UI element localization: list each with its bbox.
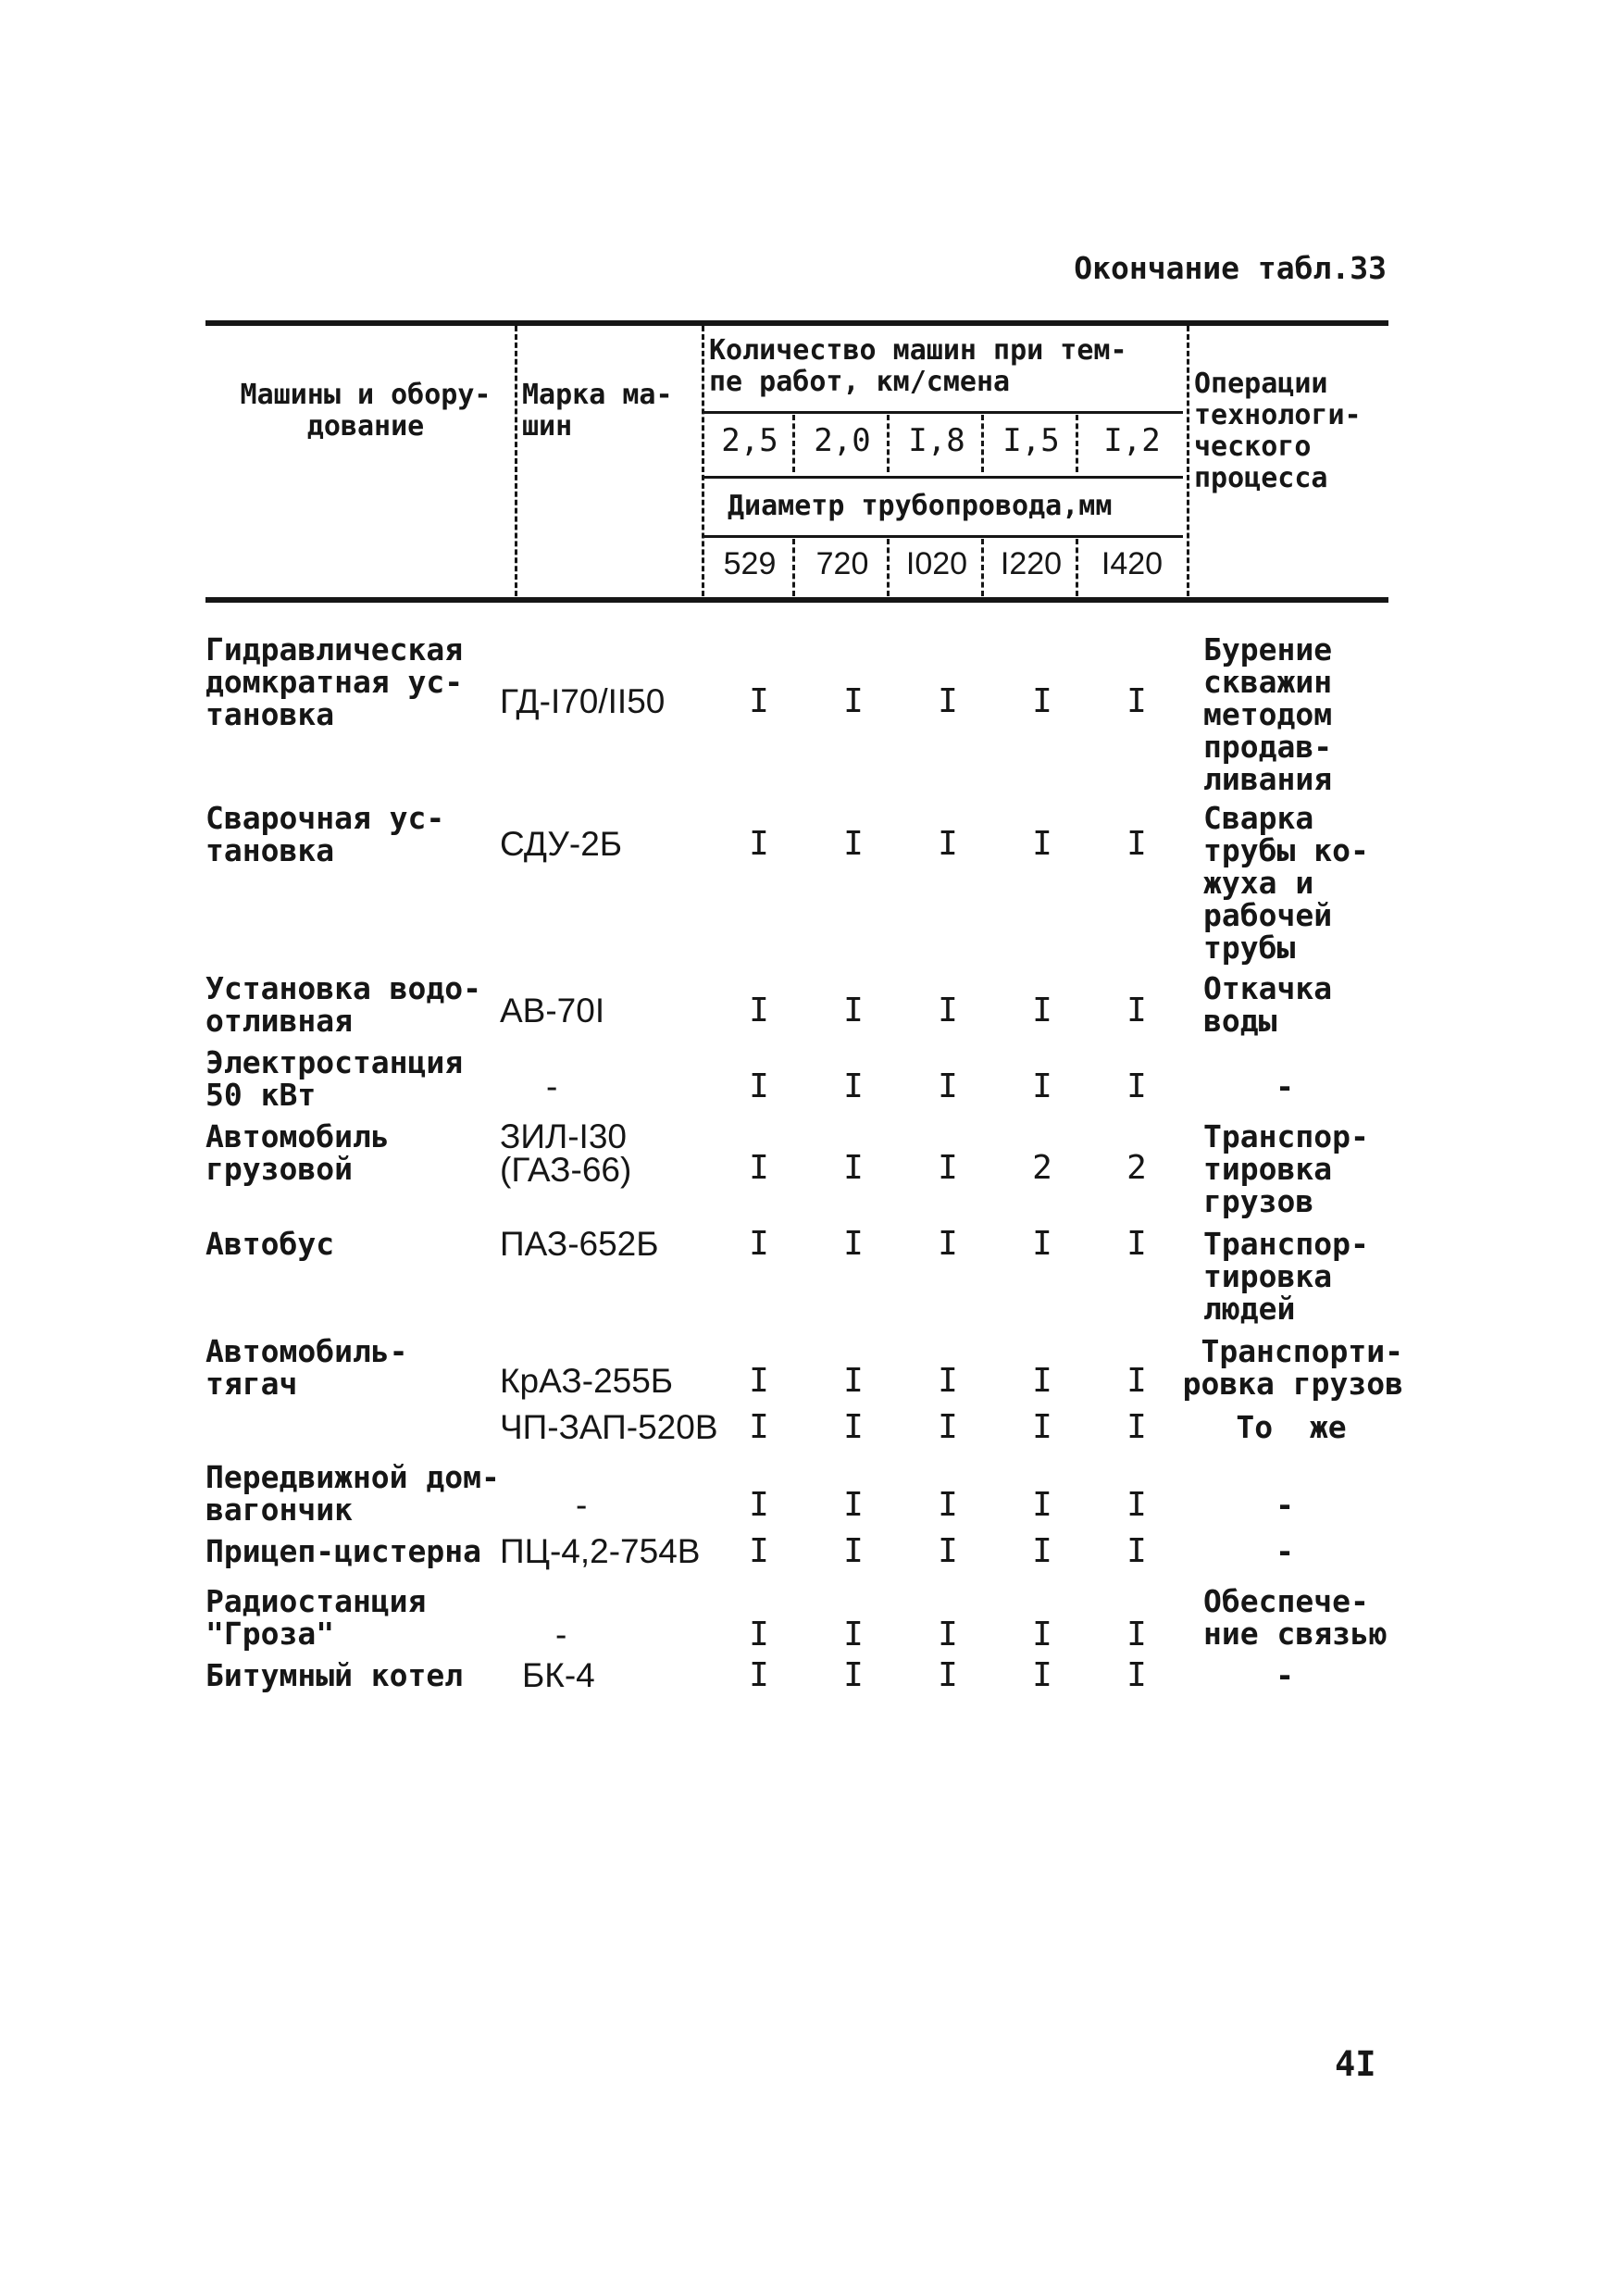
quantity-cell: I bbox=[938, 992, 958, 1029]
quantity-cell: I bbox=[938, 1616, 958, 1653]
header-machines: Машины и обору- дование bbox=[240, 379, 492, 443]
diameter-value: I020 bbox=[905, 546, 968, 581]
operation-text: То же bbox=[1236, 1409, 1347, 1445]
quantity-cell: 2 bbox=[1032, 1149, 1052, 1187]
quantity-cell: I bbox=[749, 1486, 769, 1524]
quantity-cell: I bbox=[843, 1656, 864, 1694]
machine-brand: ГД-I70/II50 bbox=[500, 682, 666, 720]
header-quantity: Количество машин при тем- пе работ, км/смена bbox=[709, 334, 1127, 398]
pace-value: I,8 bbox=[908, 422, 965, 459]
header-operations: Операции технологи- ческого процесса bbox=[1194, 368, 1362, 494]
quantity-cell: I bbox=[843, 1486, 864, 1524]
operation-text: Откачка воды bbox=[1203, 970, 1333, 1039]
quantity-cell: I bbox=[938, 682, 958, 720]
diameter-rule-bottom bbox=[702, 535, 1183, 538]
header-divider bbox=[1076, 415, 1078, 472]
pace-value: I,2 bbox=[1103, 422, 1161, 459]
header-divider bbox=[702, 326, 704, 596]
quantity-cell: I bbox=[749, 1225, 769, 1263]
pace-rule bbox=[702, 411, 1183, 414]
header-divider bbox=[981, 539, 984, 596]
header-divider bbox=[981, 415, 984, 472]
quantity-cell: I bbox=[843, 825, 864, 863]
quantity-cell: I bbox=[843, 1362, 864, 1400]
quantity-cell: I bbox=[938, 825, 958, 863]
machine-brand: ЧП-ЗАП-520В bbox=[500, 1408, 718, 1446]
quantity-cell: I bbox=[1032, 1225, 1052, 1263]
machine-name: Прицеп-цистерна bbox=[205, 1533, 482, 1569]
quantity-cell: I bbox=[843, 682, 864, 720]
machine-name: Битумный котел bbox=[205, 1657, 464, 1693]
quantity-cell: I bbox=[1126, 1532, 1147, 1570]
quantity-cell: I bbox=[1126, 682, 1147, 720]
machine-brand: - bbox=[546, 1067, 558, 1105]
machine-brand: АВ-70I bbox=[500, 992, 605, 1029]
machine-name: Автомобиль- тягач bbox=[205, 1333, 408, 1402]
quantity-cell: I bbox=[1032, 1486, 1052, 1524]
quantity-cell: I bbox=[1032, 1616, 1052, 1653]
quantity-cell: I bbox=[1032, 1656, 1052, 1694]
machine-brand: СДУ-2Б bbox=[500, 825, 623, 863]
quantity-cell: I bbox=[938, 1486, 958, 1524]
header-divider bbox=[515, 326, 517, 596]
machine-brand: ЗИЛ-I30 (ГАЗ-66) bbox=[500, 1117, 632, 1189]
quantity-cell: I bbox=[1126, 1362, 1147, 1400]
quantity-cell: I bbox=[843, 1532, 864, 1570]
operation-text: Сварка трубы ко- жуха и рабочей трубы bbox=[1203, 800, 1369, 966]
machine-name: Передвижной дом- вагончик bbox=[205, 1459, 500, 1528]
header-divider bbox=[887, 539, 890, 596]
quantity-cell: I bbox=[938, 1067, 958, 1105]
machine-brand: - bbox=[576, 1486, 588, 1524]
operation-text: Обеспече- ние связью bbox=[1203, 1583, 1388, 1652]
table-caption: Окончание табл.33 bbox=[1074, 250, 1387, 286]
header-divider bbox=[792, 539, 795, 596]
quantity-cell: I bbox=[749, 1408, 769, 1446]
machine-name: Установка водо- отливная bbox=[205, 970, 482, 1039]
quantity-cell: I bbox=[1032, 1067, 1052, 1105]
quantity-cell: I bbox=[938, 1532, 958, 1570]
header-divider bbox=[792, 415, 795, 472]
pace-value: I,5 bbox=[1002, 422, 1060, 459]
machine-brand: - bbox=[555, 1616, 567, 1653]
operation-text: - bbox=[1276, 1487, 1294, 1523]
quantity-cell: I bbox=[938, 1225, 958, 1263]
page-number: 4I bbox=[1335, 2044, 1376, 2084]
machine-name: Автомобиль грузовой bbox=[205, 1118, 390, 1187]
quantity-cell: I bbox=[1126, 825, 1147, 863]
quantity-cell: I bbox=[749, 682, 769, 720]
header-brand: Марка ма- шин bbox=[522, 379, 673, 443]
machine-brand: ПАЗ-652Б bbox=[500, 1225, 659, 1263]
header-bottom-rule bbox=[205, 597, 1388, 603]
diameter-rule-top bbox=[702, 476, 1183, 479]
quantity-cell: I bbox=[843, 1149, 864, 1187]
quantity-cell: I bbox=[843, 1067, 864, 1105]
pace-value: 2,0 bbox=[814, 422, 871, 459]
quantity-cell: I bbox=[843, 1408, 864, 1446]
header-divider bbox=[887, 415, 890, 472]
machine-brand: БК-4 bbox=[522, 1656, 595, 1694]
quantity-cell: I bbox=[1032, 825, 1052, 863]
machine-brand: КрАЗ-255Б bbox=[500, 1362, 674, 1400]
quantity-cell: I bbox=[1126, 1225, 1147, 1263]
operation-text: - bbox=[1276, 1657, 1294, 1693]
quantity-cell: I bbox=[749, 1616, 769, 1653]
header-top-rule bbox=[205, 320, 1388, 326]
quantity-cell: I bbox=[1032, 1532, 1052, 1570]
machine-name: Электростанция 50 кВт bbox=[205, 1044, 464, 1113]
operation-text: - bbox=[1276, 1533, 1294, 1569]
quantity-cell: 2 bbox=[1126, 1149, 1147, 1187]
quantity-cell: I bbox=[1126, 1486, 1147, 1524]
quantity-cell: I bbox=[1126, 992, 1147, 1029]
operation-text: - bbox=[1276, 1068, 1294, 1104]
quantity-cell: I bbox=[938, 1408, 958, 1446]
diameter-value: 720 bbox=[815, 546, 869, 581]
quantity-cell: I bbox=[938, 1656, 958, 1694]
quantity-cell: I bbox=[749, 992, 769, 1029]
header-divider bbox=[1076, 539, 1078, 596]
quantity-cell: I bbox=[938, 1362, 958, 1400]
quantity-cell: I bbox=[749, 1067, 769, 1105]
quantity-cell: I bbox=[1032, 682, 1052, 720]
diameter-value: 529 bbox=[723, 546, 777, 581]
operation-text: Транспорти- ровка грузов bbox=[1182, 1333, 1403, 1402]
diameter-value: I420 bbox=[1101, 546, 1164, 581]
machine-brand: ПЦ-4,2-754В bbox=[500, 1532, 701, 1570]
quantity-cell: I bbox=[938, 1149, 958, 1187]
quantity-cell: I bbox=[749, 1532, 769, 1570]
header-diameter: Диаметр трубопровода,мм bbox=[728, 490, 1113, 522]
quantity-cell: I bbox=[1126, 1408, 1147, 1446]
quantity-cell: I bbox=[749, 825, 769, 863]
quantity-cell: I bbox=[1126, 1067, 1147, 1105]
quantity-cell: I bbox=[749, 1149, 769, 1187]
machine-name: Автобус bbox=[205, 1226, 335, 1262]
quantity-cell: I bbox=[843, 1616, 864, 1653]
machine-name: Сварочная ус- тановка bbox=[205, 800, 445, 868]
diameter-value: I220 bbox=[1000, 546, 1063, 581]
quantity-cell: I bbox=[1032, 1408, 1052, 1446]
operation-text: Транспор- тировка людей bbox=[1203, 1226, 1369, 1327]
quantity-cell: I bbox=[749, 1362, 769, 1400]
quantity-cell: I bbox=[1032, 992, 1052, 1029]
machine-name: Гидравлическая домкратная ус- тановка bbox=[205, 631, 464, 732]
pace-value: 2,5 bbox=[721, 422, 778, 459]
quantity-cell: I bbox=[843, 992, 864, 1029]
operation-text: Бурение скважин методом продав- ливания bbox=[1203, 631, 1333, 797]
quantity-cell: I bbox=[1032, 1362, 1052, 1400]
quantity-cell: I bbox=[843, 1225, 864, 1263]
quantity-cell: I bbox=[1126, 1656, 1147, 1694]
quantity-cell: I bbox=[749, 1656, 769, 1694]
machine-name: Радиостанция "Гроза" bbox=[205, 1583, 427, 1652]
quantity-cell: I bbox=[1126, 1616, 1147, 1653]
operation-text: Транспор- тировка грузов bbox=[1203, 1118, 1369, 1219]
